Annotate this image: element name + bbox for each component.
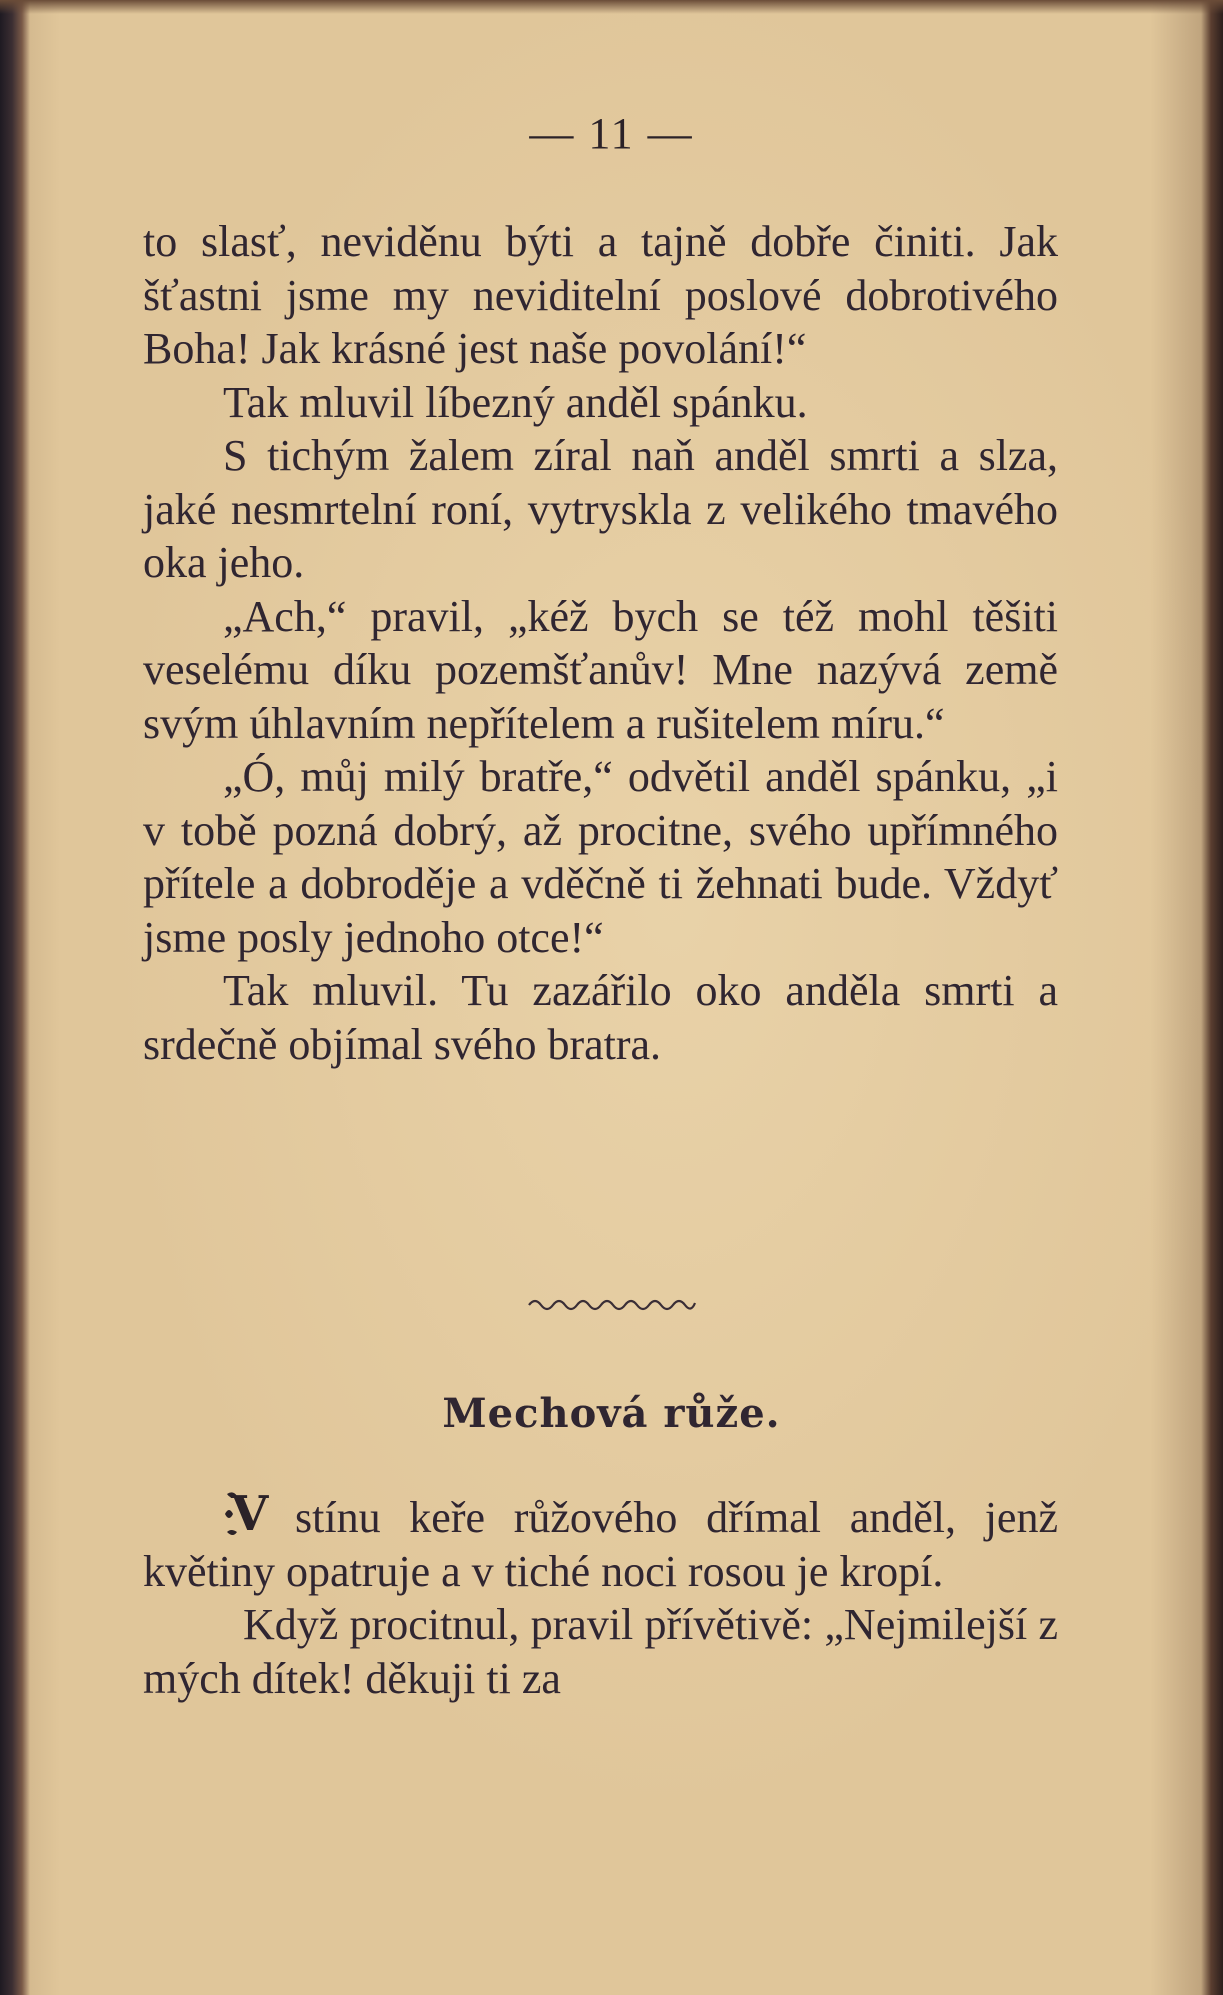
paragraph-8: Když procitnul, pravil přívětivě: „Nejmilejší z mých dítek! děkuji ti za (143, 1600, 1058, 1703)
paragraph-4: „Ach,“ pravil, „kéž bych se též mohl těšiti veselému díku pozemšťanův! Mne nazývá země svým úhlavním nepřítelem a rušitelem míru.“ (143, 591, 1058, 748)
initial-letter: V (231, 1486, 269, 1542)
paragraph-6: Tak mluvil. Tu zazářilo oko anděla smrti a srdečně objímal svého bratra. (143, 966, 1058, 1069)
section-title: Mechová růže. (442, 1390, 781, 1437)
paragraph-2: Tak mluvil líbezný anděl spánku. (223, 377, 808, 427)
paragraph-5: „Ó, můj milý bratře,“ odvětil anděl spánku, „i v tobě pozná dobrý, až procitne, svého upřímného přítele a dobroděje a vděčně ti žehnati bude. Vždyť jsme posly jednoho otce!“ (143, 752, 1058, 962)
paragraph-7 (143, 1488, 1058, 1598)
wavy-ornament-icon (527, 1295, 697, 1311)
right-page-edge (1201, 0, 1223, 1995)
top-page-edge (0, 0, 1223, 14)
decorated-initial (223, 1488, 281, 1540)
paragraph-3: S tichým žalem zíral naň anděl smrti a slza, jaké nesmrtelní roní, vytryskla z velikého tmavého oka jeho. (143, 431, 1058, 587)
paragraph-1: to slasť, neviděnu býti a tajně dobře činiti. Jak šťastni jsme my neviditelní poslové dobrotivého Boha! Jak krásné jest naše povolání!“ (143, 217, 1058, 373)
page-number: — 11 — (529, 109, 694, 158)
second-story-text-block (143, 1488, 1058, 1705)
paragraph-7-text: stínu keře růžového dřímal anděl, jenž květiny opatruje a v tiché noci rosou je kropí. (143, 1493, 1058, 1596)
story-text-block (143, 215, 1058, 1071)
section-divider-ornament (0, 1295, 1223, 1316)
left-binding-edge (0, 0, 30, 1995)
